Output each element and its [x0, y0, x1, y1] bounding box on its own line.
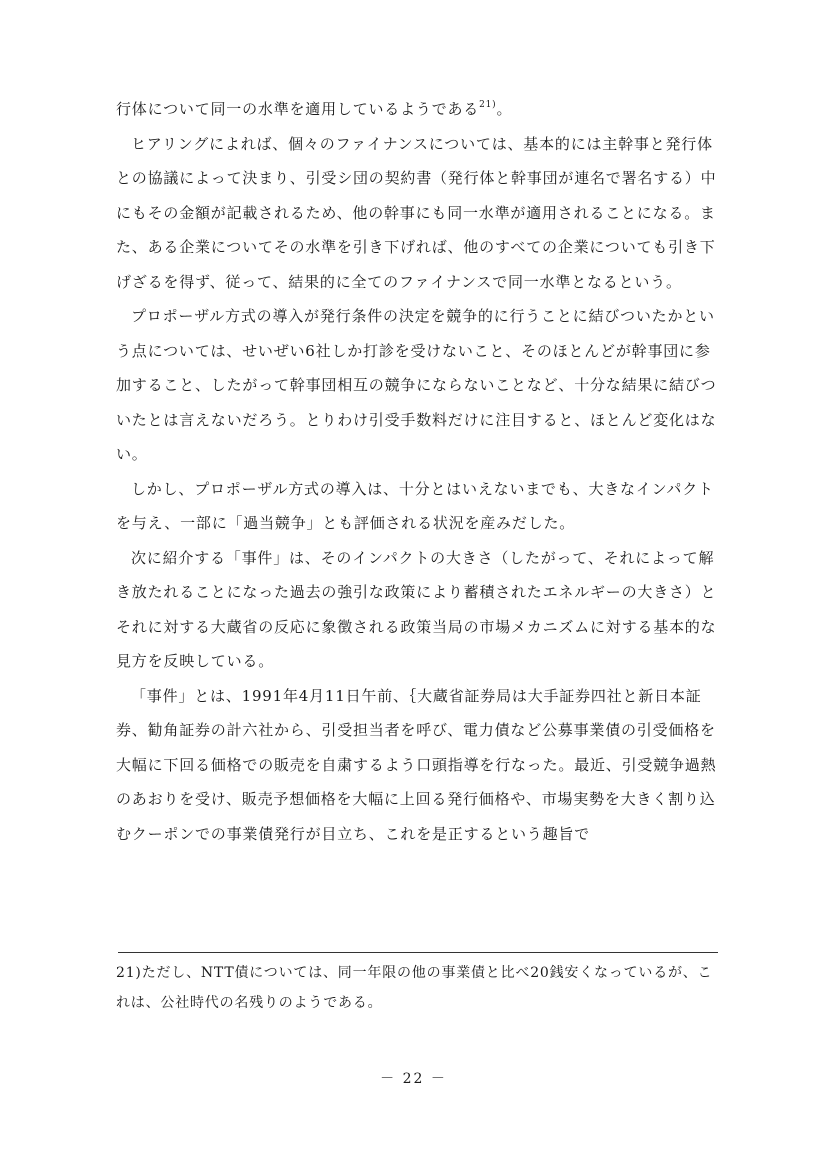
- paragraph-1: [116, 92, 720, 127]
- footnote-text: ただし、NTT債については、同一年限の他の事業債と比べ20銭安くなっているが、これは、公社時代の名残りのようである。: [116, 965, 713, 1011]
- footnote-marker: 21): [116, 965, 142, 981]
- footnote-divider: [118, 952, 718, 953]
- page-number: － 22 －: [380, 1071, 447, 1087]
- footnote-reference: 21): [479, 100, 497, 110]
- paragraph-2: ヒアリングによれば、個々のファイナンスについては、基本的には主幹事と発行体との協議によって決まり、引受シ団の契約書（発行体と幹事団が連名で署名する）中にもその金額が記載されるため、他の幹事にも同一水準が適用されることになる。また、ある企業についてその水準を引き下げれば、他のすべての企業についても引き下げざるを得ず、従って、結果的に全てのファイナンスで同一水準となるという。: [116, 134, 717, 291]
- paragraph-3: プロポーザル方式の導入が発行条件の決定を競争的に行うことに結びついたかという点については、せいぜい6社しか打診を受けないこと、そのほとんどが幹事団に参加すること、したがって幹事団相互の競争にならないことなど、十分な結果に結びついたとは言えないだろう。とりわけ引受手数料だけに注目すると、ほとんど変化はない。: [116, 307, 717, 463]
- footnote: [116, 958, 720, 1018]
- paragraph-5: 次に紹介する「事件」は、そのインパクトの大きさ（したがって、それによって解き放たれることになった過去の強引な政策により蓄積されたエネルギーの大きさ）とそれに対する大蔵省の反応に象徴される政策当局の市場メカニズムに対する基本的な見方を反映している。: [116, 548, 717, 670]
- body-text: [116, 92, 720, 851]
- footnote-paragraph: [116, 958, 720, 1018]
- paragraph-4: しかし、プロポーザル方式の導入は、十分とはいえないまでも、大きなインパクトを与え、一部に「過当競争」とも評価される状況を産みだした。: [116, 479, 714, 532]
- paragraph-6: 「事件」とは、1991年4月11日午前、｛大蔵省証券局は大手証券四社と新日本証券、勧角証券の計六社から、引受担当者を呼び、電力債など公募事業債の引受価格を大幅に下回る価格での販売を自粛するよう口頭指導を行なった。最近、引受競争過熱のあおりを受け、販売予想価格を大幅に上回る発行価格や、市場実勢を大きく割り込むクーポンでの事業債発行が目立ち、これを是正するという趣旨で: [116, 686, 717, 843]
- paragraph-1-tail: 。: [496, 100, 513, 118]
- paragraph-1-text: 行体について同一の水準を適用しているようである: [116, 100, 480, 118]
